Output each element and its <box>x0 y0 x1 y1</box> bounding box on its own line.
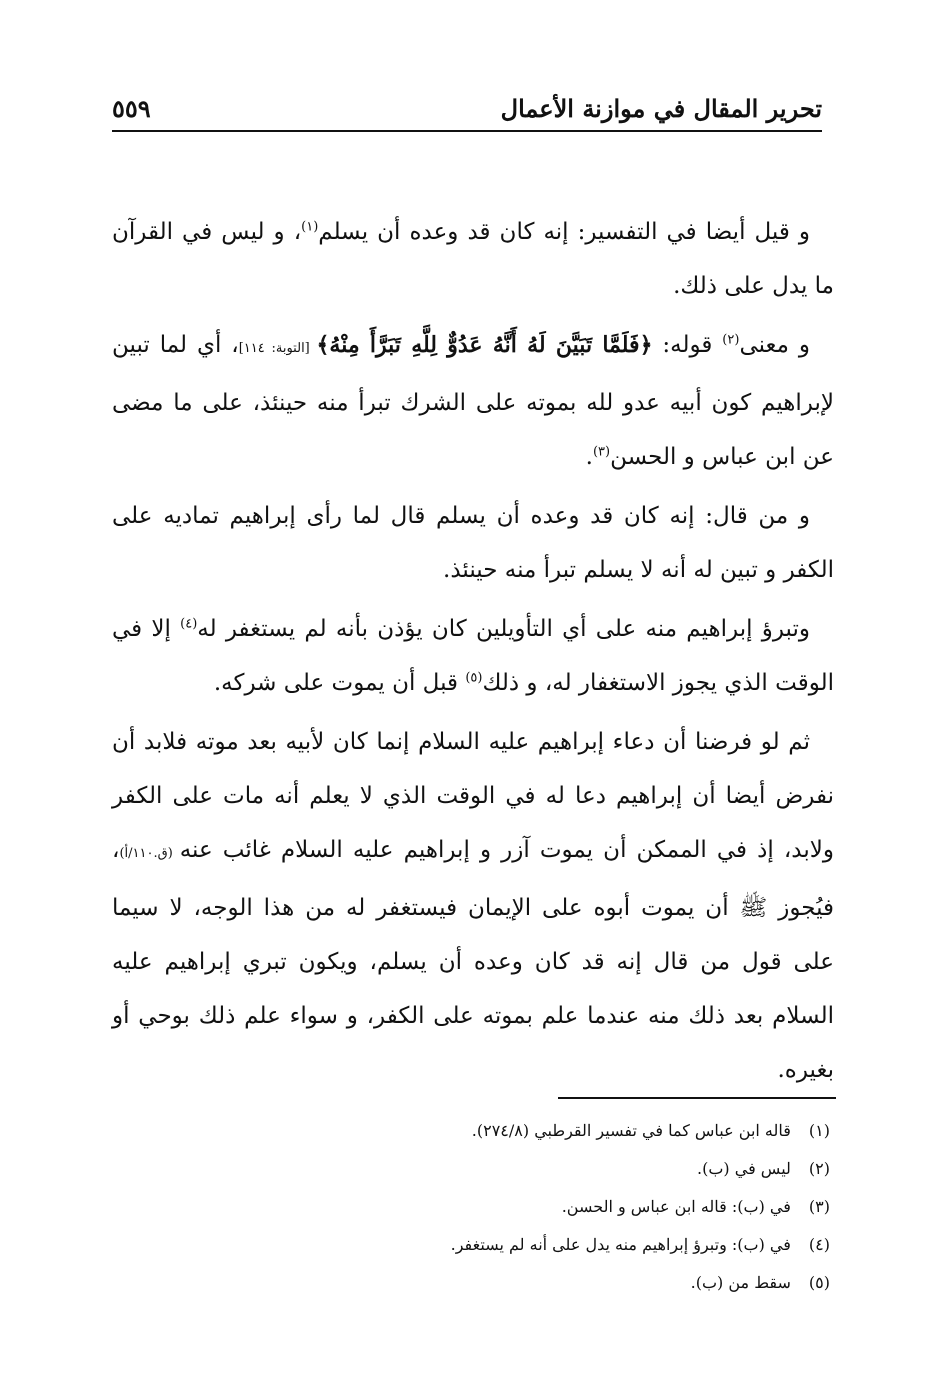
footnote-ref-4: (٤) <box>180 616 198 632</box>
running-header <box>112 88 822 132</box>
paragraph-3: و من قال: إنه كان قد وعده أن يسلم قال لما رأى إبراهيم تماديه على الكفر و تبين له أنه لا يسلم تبرأ منه حينئذ. <box>112 503 834 583</box>
footnote-ref-1: (١) <box>301 219 319 235</box>
p4-text-a: وتبرؤ إبراهيم منه على أي التأويلين كان يؤذن بأنه لم يستغفر له <box>197 616 810 642</box>
quran-verse: ﴿فَلَمَّا تَبَيَّنَ لَهُ أَنَّهُ عَدُوٌّ لِلَّهِ تَبَرَّأَ مِنْهُ﴾ <box>316 332 653 358</box>
p1-text-a: و قيل أيضا في التفسير: إنه كان قد وعده أن يسلم <box>318 219 810 245</box>
p5-text-a: ثم لو فرضنا أن دعاء إبراهيم عليه السلام إنما كان لأبيه بعد موته فلابد أن نفرض أيضا أن إبراهيم دعا له في الوقت الذي لا يعلم أنه مات على الكفر ولابد، إذ في الممكن أن يموت آزر و إبراهيم عليه السلام غائب عنه <box>112 729 834 863</box>
footnote-item <box>112 1226 830 1264</box>
paragraph-5 <box>112 715 834 1097</box>
footnote-number: (١) <box>808 1121 830 1140</box>
footnote-item <box>112 1264 830 1302</box>
p5-text-b: ، فيُجوز ﷺ أن يموت أبوه على الإيمان فيستغفر له من هذا الوجه، لا سيما على قول من قال إنه قد كان وعده أن يسلم، ويكون تبري إبراهيم عليه السلام بعد ذلك منه عندما علم بموته على الكفر، و سواء علم ذلك بوحي أو بغيره. <box>112 837 834 1083</box>
page-number: ٥٥٩ <box>112 94 151 123</box>
footnote-ref-5: (٥) <box>465 670 483 686</box>
footnote-text: سقط من (ب). <box>690 1273 791 1292</box>
paragraph-4 <box>112 602 834 710</box>
paragraph-1 <box>112 205 834 313</box>
footnote-number: (٥) <box>808 1273 830 1292</box>
footnote-ref-3: (٣) <box>592 444 611 460</box>
p2-text-a: و معنى <box>739 332 811 358</box>
main-text <box>112 205 834 1102</box>
footnote-text: في (ب): قاله ابن عباس و الحسن. <box>561 1197 791 1216</box>
footnote-text: في (ب): وتبرؤ إبراهيم منه يدل على أنه لم يستغفر. <box>450 1235 791 1254</box>
p4-text-c: قبل أن يموت على شركه. <box>213 670 466 696</box>
footnote-item <box>112 1112 830 1150</box>
p2-text-d: . <box>585 444 593 470</box>
footnote-separator <box>558 1097 836 1099</box>
p1-text-b: ، و ليس في القرآن ما يدل على ذلك. <box>112 219 834 299</box>
header-title: تحرير المقال في موازنة الأعمال <box>500 94 822 123</box>
p2-text-c: ، أي لما تبين لإبراهيم كون أبيه عدو لله بموته على الشرك تبرأ منه حينئذ، على ما مضى عن ابن عباس و الحسن <box>112 332 834 470</box>
footnote-number: (٢) <box>808 1159 830 1178</box>
footnote-number: (٤) <box>808 1235 830 1254</box>
p4-text-b: إلا في الوقت الذي يجوز الاستغفار له، و ذلك <box>112 616 834 696</box>
manuscript-folio-ref: (ق.١١٠/أ) <box>119 846 180 861</box>
footnote-item <box>112 1150 830 1188</box>
footnote-text: ليس في (ب). <box>697 1159 791 1178</box>
footnote-number: (٣) <box>808 1197 830 1216</box>
footnote-text: قاله ابن عباس كما في تفسير القرطبي (٢٧٤/٨). <box>471 1121 791 1140</box>
paragraph-2 <box>112 318 834 484</box>
verse-reference: [التوبة: ١١٤] <box>238 341 317 356</box>
footnote-item <box>112 1188 830 1226</box>
p2-text-b: قوله: <box>652 332 723 358</box>
footnote-ref-2: (٢) <box>722 332 740 348</box>
footnotes-list <box>112 1112 830 1302</box>
